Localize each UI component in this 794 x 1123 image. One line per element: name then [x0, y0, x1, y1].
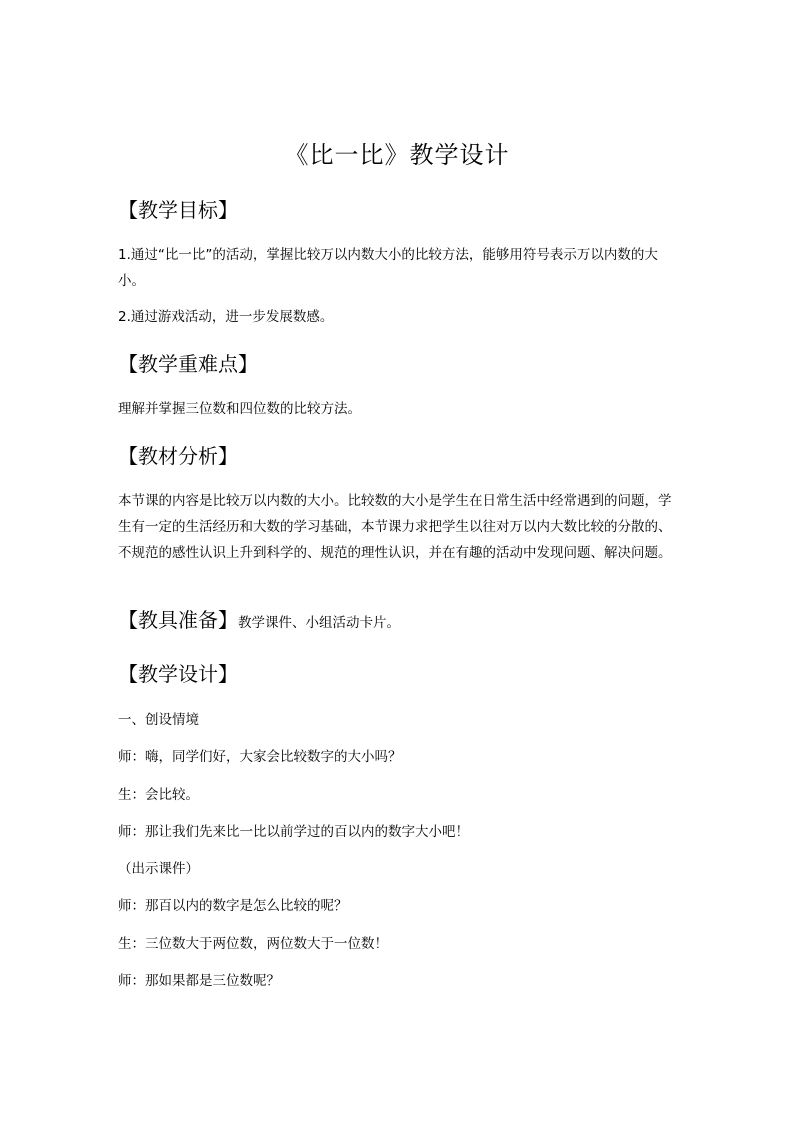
key-points-text: 理解并掌握三位数和四位数的比较方法。 — [118, 401, 361, 417]
materials-text: 教学课件、小组活动卡片。 — [238, 615, 400, 631]
design-line-7: 生：三位数大于两位数，两位数大于一位数！ — [118, 936, 388, 952]
design-line-4: 师：那让我们先来比一比以前学过的百以内的数字大小吧！ — [118, 824, 469, 840]
objective-item-2: 2.通过游戏活动，进一步发展数感。 — [118, 309, 334, 325]
materials-row — [118, 606, 400, 637]
document-title: 《比一比》教学设计 — [284, 141, 510, 169]
design-line-3: 生：会比较。 — [118, 787, 199, 803]
design-line-5: （出示课件） — [118, 861, 199, 877]
objective-item-1: 1.通过“比一比”的活动，掌握比较万以内数大小的比较方法，能够用符号表示万以内数的大小。 — [118, 247, 658, 289]
design-line-6: 师：那百以内的数字是怎么比较的呢？ — [118, 898, 348, 914]
analysis-heading: 【教材分析】 — [118, 444, 238, 468]
design-line-1: 一、创设情境 — [118, 712, 199, 728]
key-points-heading: 【教学重难点】 — [118, 352, 258, 376]
analysis-text: 本节课的内容是比较万以内数的大小。比较数的大小是学生在日常生活中经常遇到的问题，学生有一定的生活经历和大数的学习基础，本节课力求把学生以往对万以内大数比较的分散的、不规范的感性认识上升到科学的、规范的理性认识，并在有趣的活动中发现问题、解决问题。 — [118, 493, 672, 561]
materials-heading: 【教具准备】 — [118, 608, 238, 632]
design-line-8: 师：那如果都是三位数呢？ — [118, 973, 280, 989]
objectives-heading: 【教学目标】 — [118, 198, 238, 222]
design-line-2: 师：嗨，同学们好，大家会比较数字的大小吗？ — [118, 749, 402, 765]
design-heading: 【教学设计】 — [118, 662, 238, 686]
